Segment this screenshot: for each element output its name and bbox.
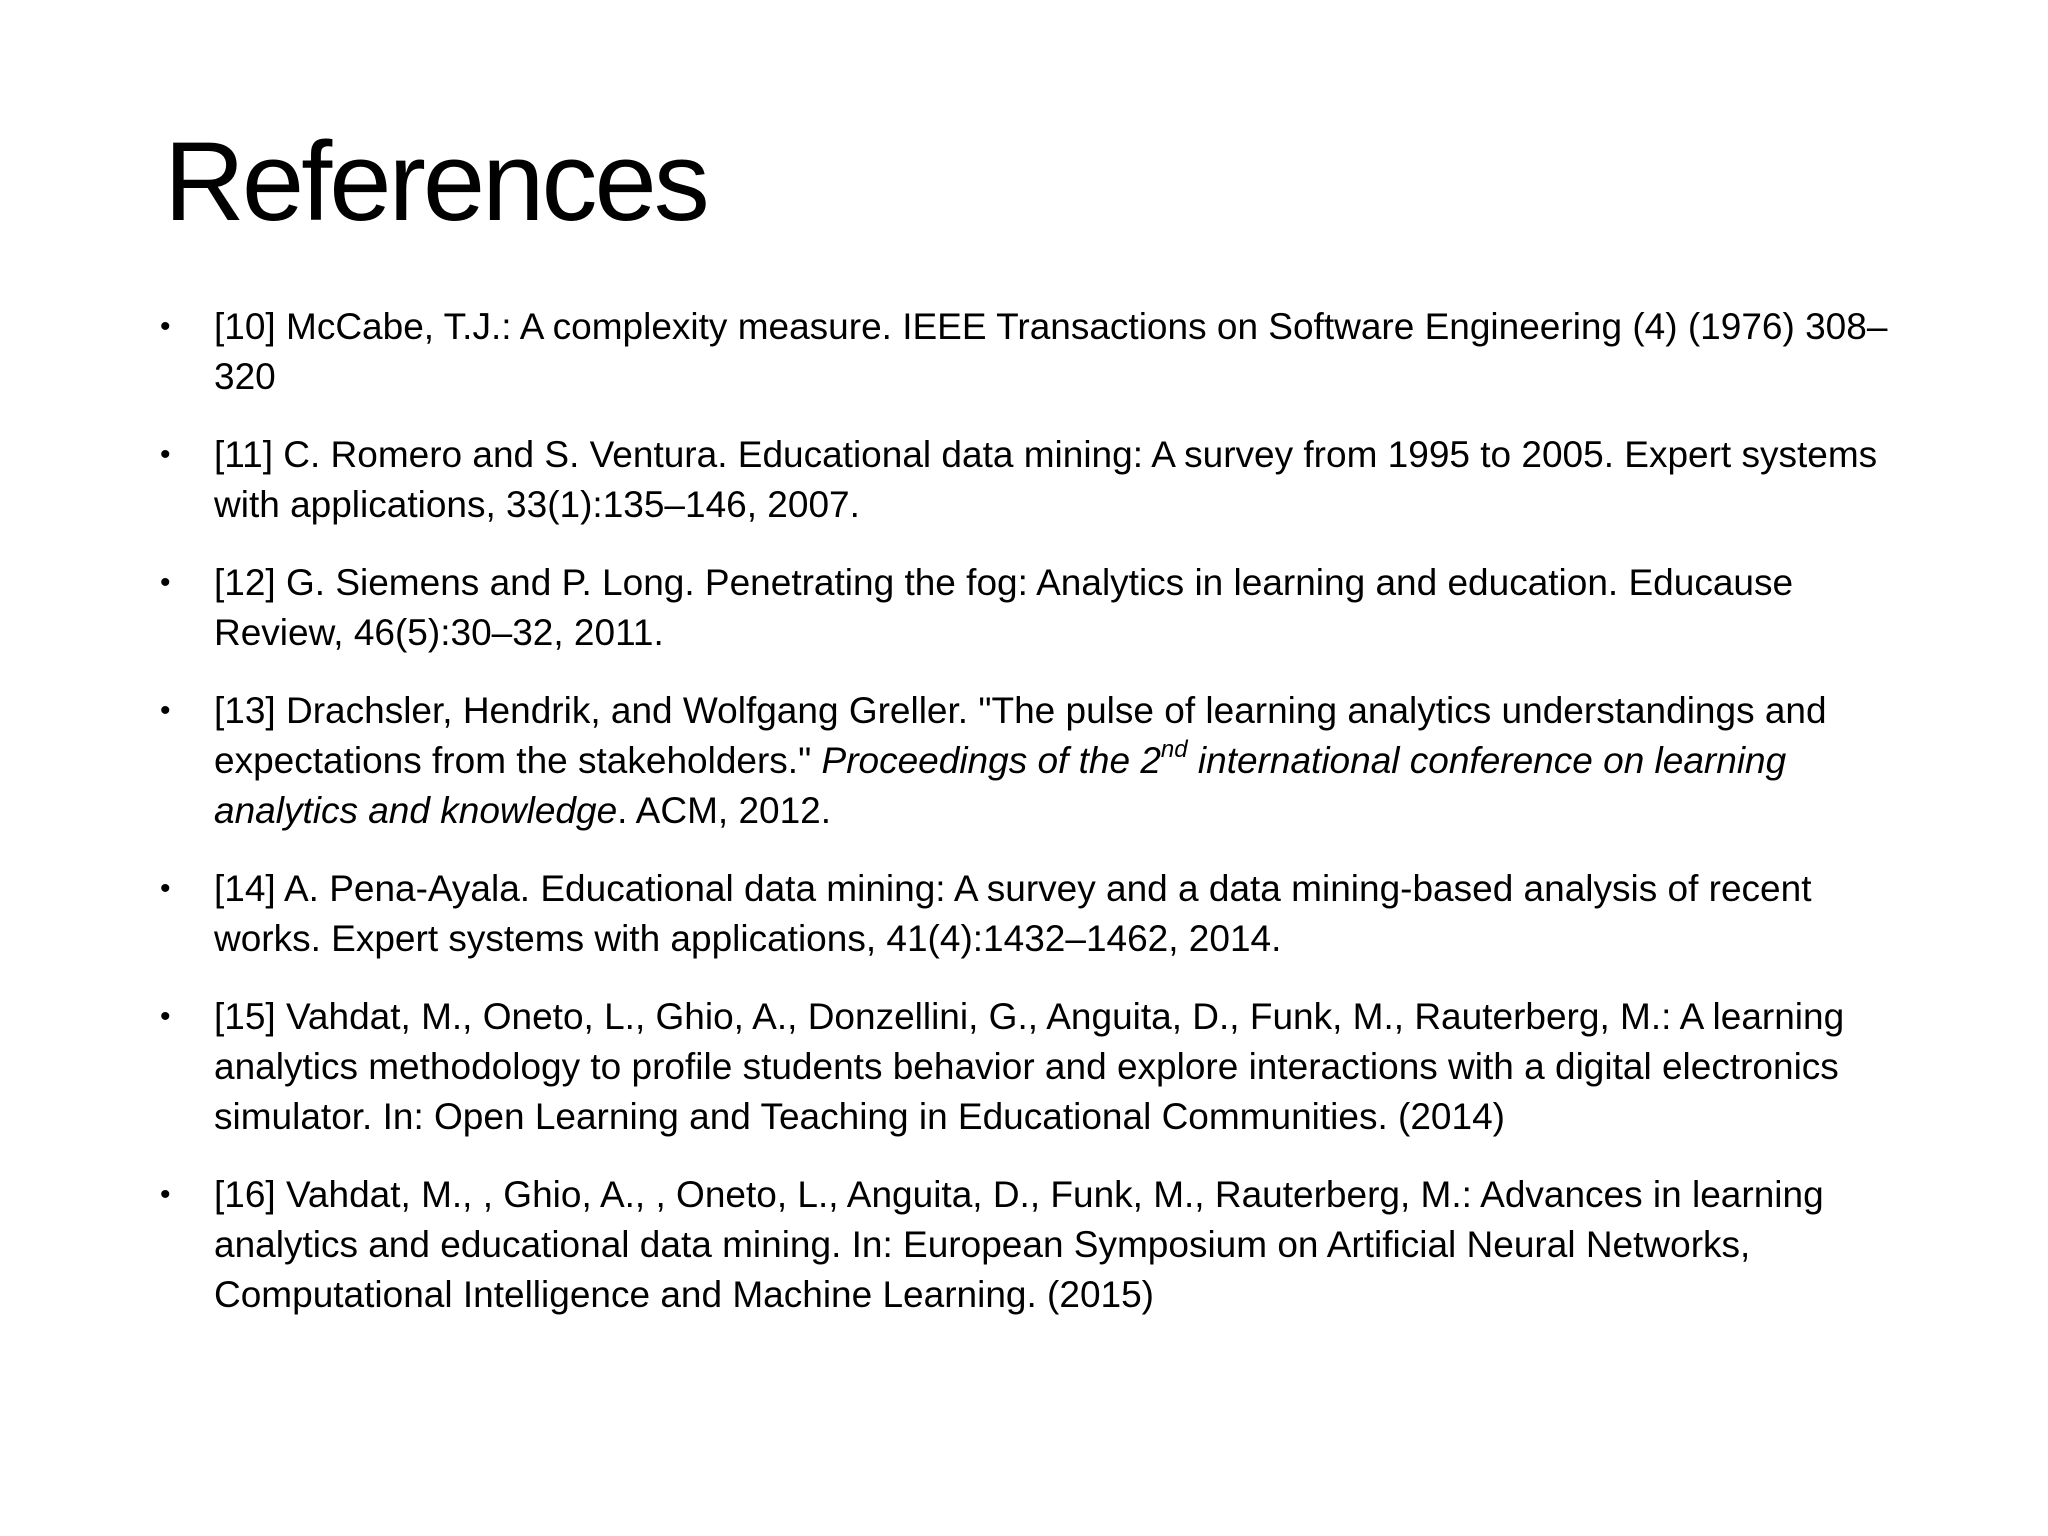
reference-text: [14] A. Pena-Ayala. Educational data mining: A survey and a data mining-based analysis of recent works. Expert systems with applications, 41(4):1432–1462, 2014. [214,868,1812,959]
bullet-icon: • [160,694,171,727]
bullet-icon: • [160,1000,171,1033]
reference-item-13 [160,686,1920,836]
proceedings-title-part-1: Proceedings of the 2 [821,740,1161,781]
bullet-icon: • [160,872,171,905]
reference-text: [11] C. Romero and S. Ventura. Educational data mining: A survey from 1995 to 2005. Expert systems with applications, 33(1):135–146, 2007. [214,434,1878,525]
reference-item-16 [160,1170,1920,1320]
bullet-icon: • [160,310,171,343]
reference-list [160,302,1920,1348]
bullet-icon: • [160,438,171,471]
reference-text [214,686,1920,836]
bullet-icon: • [160,1178,171,1211]
reference-text: [16] Vahdat, M., , Ghio, A., , Oneto, L., Anguita, D., Funk, M., Rauterberg, M.: Advances in learning analytics and educational data mining. In: European Symposium on Artificial Neural Networks, Computational Intelligence and Machine Learning. (2015) [214,1174,1824,1315]
reference-text-end: . ACM, 2012. [617,790,832,831]
reference-item-12 [160,558,1920,658]
reference-item-11 [160,430,1920,530]
ordinal-superscript: nd [1160,736,1188,763]
reference-item-14 [160,864,1920,964]
reference-text: [12] G. Siemens and P. Long. Penetrating the fog: Analytics in learning and education. Educause Review, 46(5):30–32, 2011. [214,562,1794,653]
proceedings-title-part-2: international conference on learning analytics and knowledge [214,740,1787,831]
reference-text: [15] Vahdat, M., Oneto, L., Ghio, A., Donzellini, G., Anguita, D., Funk, M., Rauterberg, M.: A learning analytics methodology to profile students behavior and explore interactions with a digital electronics simulator. In: Open Learning and Teaching in Educational Communities. (2014) [214,996,1845,1137]
bullet-icon: • [160,566,171,599]
reference-item-10 [160,302,1920,402]
reference-text: [10] McCabe, T.J.: A complexity measure. IEEE Transactions on Software Engineering (4) (1976) 308–320 [214,306,1888,397]
slide-title: References [164,119,707,244]
reference-text-start: [13] Drachsler, Hendrik, and Wolfgang Greller. "The pulse of learning analytics understandings and expectations from the stakeholders." [214,690,1827,781]
reference-item-15 [160,992,1920,1142]
